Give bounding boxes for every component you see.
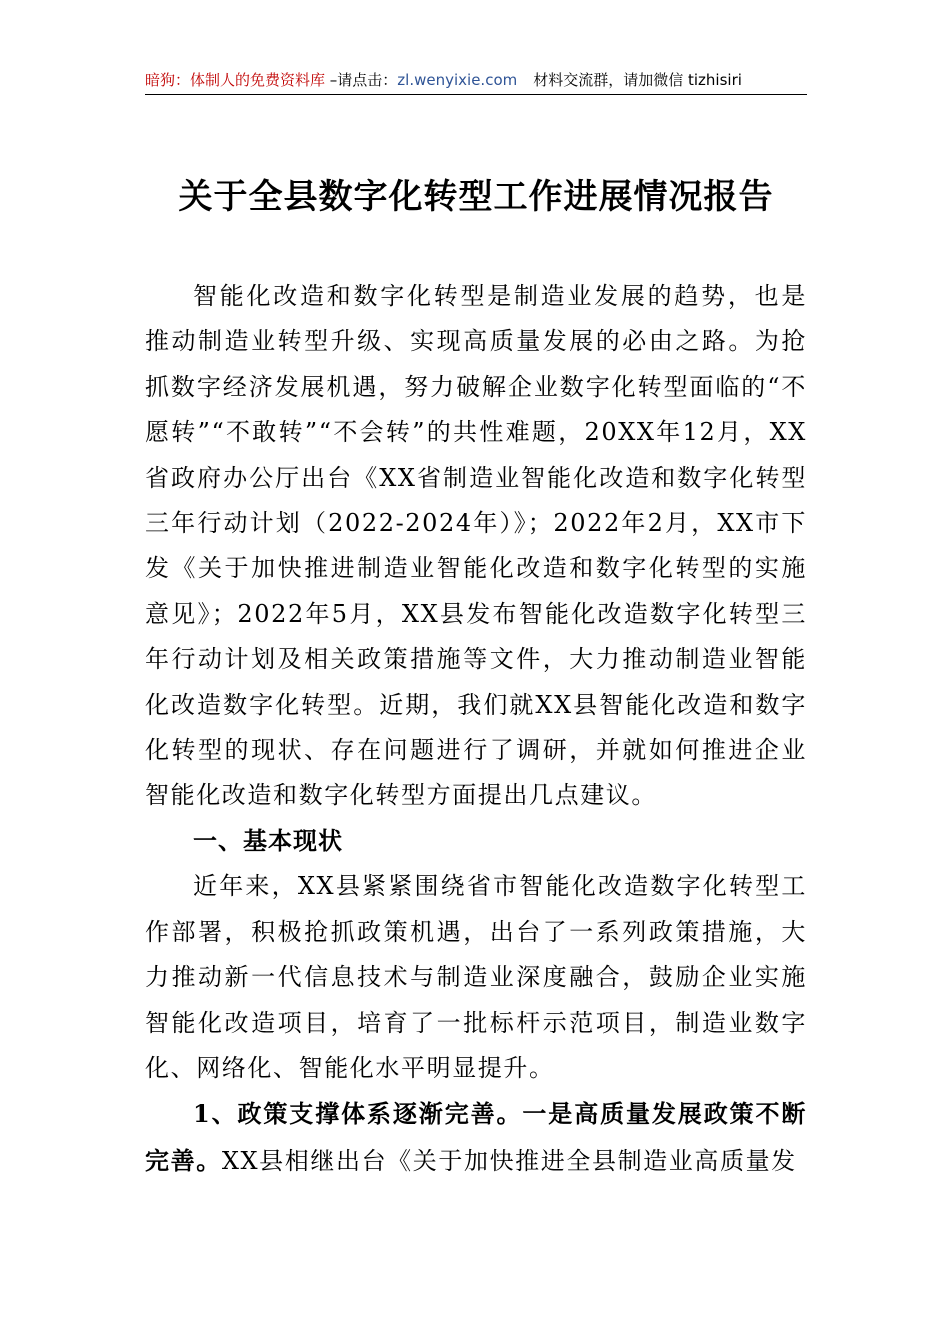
- section-heading: 一、基本现状: [193, 826, 343, 855]
- subsection-text: XX县相继出台《关于加快推进全县制造业高质量发: [221, 1146, 797, 1175]
- document-title: 关于全县数字化转型工作进展情况报告: [178, 177, 774, 217]
- document-header-banner: [145, 66, 807, 95]
- header-ad-title: 暗狗：体制人的免费资料库: [145, 71, 326, 89]
- subsection-paragraph: [145, 1091, 807, 1184]
- document-body: [145, 274, 807, 1184]
- header-ad-contact: 材料交流群，请加微信 tizhisiri: [533, 71, 742, 89]
- header-ad-link[interactable]: zl.wenyixie.com: [397, 71, 518, 89]
- intro-paragraph: 智能化改造和数字化转型是制造业发展的趋势，也是推动制造业转型升级、实现高质量发展的必由之路。为抢抓数字经济发展机遇，努力破解企业数字化转型面临的“不愿转”“不敢转”“不会转”的共性难题，20XX年12月，XX省政府办公厅出台《XX省制造业智能化改造和数字化转型三年行动计划（2022-2024年）》；2022年2月，XX市下发《关于加快推进制造业智能化改造和数字化转型的实施意见》；2022年5月，XX县发布智能化改造数字化转型三年行动计划及相关政策措施等文件，大力推动制造业智能化改造数字化转型。近期，我们就XX县智能化改造和数字化转型的现状、存在问题进行了调研，并就如何推进企业智能化改造和数字化转型方面提出几点建议。: [145, 282, 807, 810]
- status-paragraph: 近年来，XX县紧紧围绕省市智能化改造数字化转型工作部署，积极抢抓政策机遇，出台了一系列政策措施，大力推动新一代信息技术与制造业深度融合，鼓励企业实施智能化改造项目，培育了一批标杆示范项目，制造业数字化、网络化、智能化水平明显提升。: [145, 872, 807, 1082]
- header-ad-prompt: –请点击：: [325, 71, 398, 89]
- subsection-lead: 1、政策支撑体系逐渐完善。一是高质量发展政策不断完善。: [145, 1099, 807, 1175]
